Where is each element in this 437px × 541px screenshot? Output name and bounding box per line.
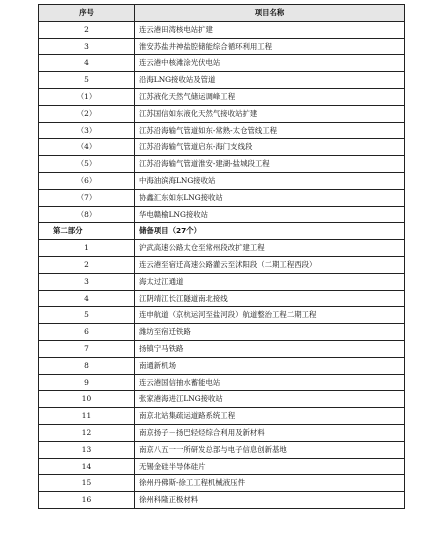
row-number: 15: [39, 475, 135, 492]
row-number: 7: [39, 340, 135, 357]
row-number: 11: [39, 408, 135, 425]
table-row: [39, 156, 405, 173]
row-number: （2）: [39, 105, 135, 122]
project-name: 南京北站集疏运道路系统工程: [135, 408, 405, 425]
table-row: [39, 189, 405, 206]
row-number: （3）: [39, 122, 135, 139]
row-number: 2: [39, 256, 135, 273]
project-name: 江苏沿海输气管道启东-海门支线段: [135, 139, 405, 156]
project-name: 潍坊至宿迁铁路: [135, 324, 405, 341]
project-name: 连申航道（京杭运河至盐河段）航道整治工程二期工程: [135, 307, 405, 324]
project-name: 扬镇宁马铁路: [135, 340, 405, 357]
header-no: 序号: [39, 5, 135, 22]
project-name: 南京扬子－扬巴轻烃综合利用及新材料: [135, 424, 405, 441]
section-row: [39, 223, 405, 240]
table-row: [39, 424, 405, 441]
row-number: （4）: [39, 139, 135, 156]
table-row: [39, 492, 405, 509]
project-name: 淮安苏盐井神盐腔储能综合循环利用工程: [135, 38, 405, 55]
table-row: [39, 357, 405, 374]
table-row: [39, 441, 405, 458]
project-name: 江阴靖江长江隧道南北接线: [135, 290, 405, 307]
header-row: [39, 5, 405, 22]
row-number: 10: [39, 391, 135, 408]
project-name: 江苏液化天然气储运调峰工程: [135, 88, 405, 105]
section-name: 储备项目（27个）: [135, 223, 405, 240]
row-number: 12: [39, 424, 135, 441]
project-name: 连云港田湾核电站扩建: [135, 21, 405, 38]
row-number: （7）: [39, 189, 135, 206]
project-name: 江苏沿海输气管道如东-常熟-太仓管线工程: [135, 122, 405, 139]
table-row: [39, 307, 405, 324]
project-name: 连云港国信抽水蓄能电站: [135, 374, 405, 391]
project-name: 连云港至宿迁高速公路灌云至沭阳段（二期工程西段）: [135, 256, 405, 273]
table-row: [39, 88, 405, 105]
project-name: 华电赣榆LNG接收站: [135, 206, 405, 223]
row-number: 9: [39, 374, 135, 391]
table-row: [39, 408, 405, 425]
table-row: [39, 273, 405, 290]
table-row: [39, 122, 405, 139]
project-table: [38, 4, 405, 509]
row-number: 16: [39, 492, 135, 509]
table-row: [39, 139, 405, 156]
table-row: [39, 324, 405, 341]
row-number: 8: [39, 357, 135, 374]
row-number: 14: [39, 458, 135, 475]
table-row: [39, 290, 405, 307]
project-name: 海太过江通道: [135, 273, 405, 290]
table-row: [39, 374, 405, 391]
row-number: （5）: [39, 156, 135, 173]
table-row: [39, 458, 405, 475]
project-name: 协鑫汇东如东LNG接收站: [135, 189, 405, 206]
table-row: [39, 38, 405, 55]
row-number: 1: [39, 240, 135, 257]
project-name: 徐州丹佛斯-徐工工程机械液压件: [135, 475, 405, 492]
project-name: 张家港海进江LNG接收站: [135, 391, 405, 408]
project-name: 江苏国信如东液化天然气接收站扩建: [135, 105, 405, 122]
table-row: [39, 240, 405, 257]
row-number: （8）: [39, 206, 135, 223]
project-name: 中海油滨海LNG接收站: [135, 172, 405, 189]
table-row: [39, 206, 405, 223]
project-name: 江苏沿海输气管道淮安-建湖-盐城段工程: [135, 156, 405, 173]
row-number: 3: [39, 273, 135, 290]
table-row: [39, 55, 405, 72]
row-number: 3: [39, 38, 135, 55]
table-row: [39, 21, 405, 38]
row-number: （6）: [39, 172, 135, 189]
project-name: 南通新机场: [135, 357, 405, 374]
project-name: 无锡金硅半导体硅片: [135, 458, 405, 475]
table-row: [39, 391, 405, 408]
row-number: 2: [39, 21, 135, 38]
table-row: [39, 340, 405, 357]
table-row: [39, 72, 405, 89]
project-name: 沿海LNG接收站及管道: [135, 72, 405, 89]
table-row: [39, 105, 405, 122]
section-no: 第二部分: [39, 223, 135, 240]
row-number: 13: [39, 441, 135, 458]
header-name: 项目名称: [135, 5, 405, 22]
table-row: [39, 172, 405, 189]
row-number: 5: [39, 307, 135, 324]
table-row: [39, 256, 405, 273]
row-number: （1）: [39, 88, 135, 105]
row-number: 4: [39, 290, 135, 307]
row-number: 6: [39, 324, 135, 341]
row-number: 5: [39, 72, 135, 89]
project-name: 南京八五一一所研发总部与电子信息创新基地: [135, 441, 405, 458]
table-row: [39, 475, 405, 492]
row-number: 4: [39, 55, 135, 72]
project-name: 沪武高速公路太仓至常州段改扩建工程: [135, 240, 405, 257]
project-name: 连云港中核滩涂光伏电站: [135, 55, 405, 72]
project-name: 徐州科隆正极材料: [135, 492, 405, 509]
